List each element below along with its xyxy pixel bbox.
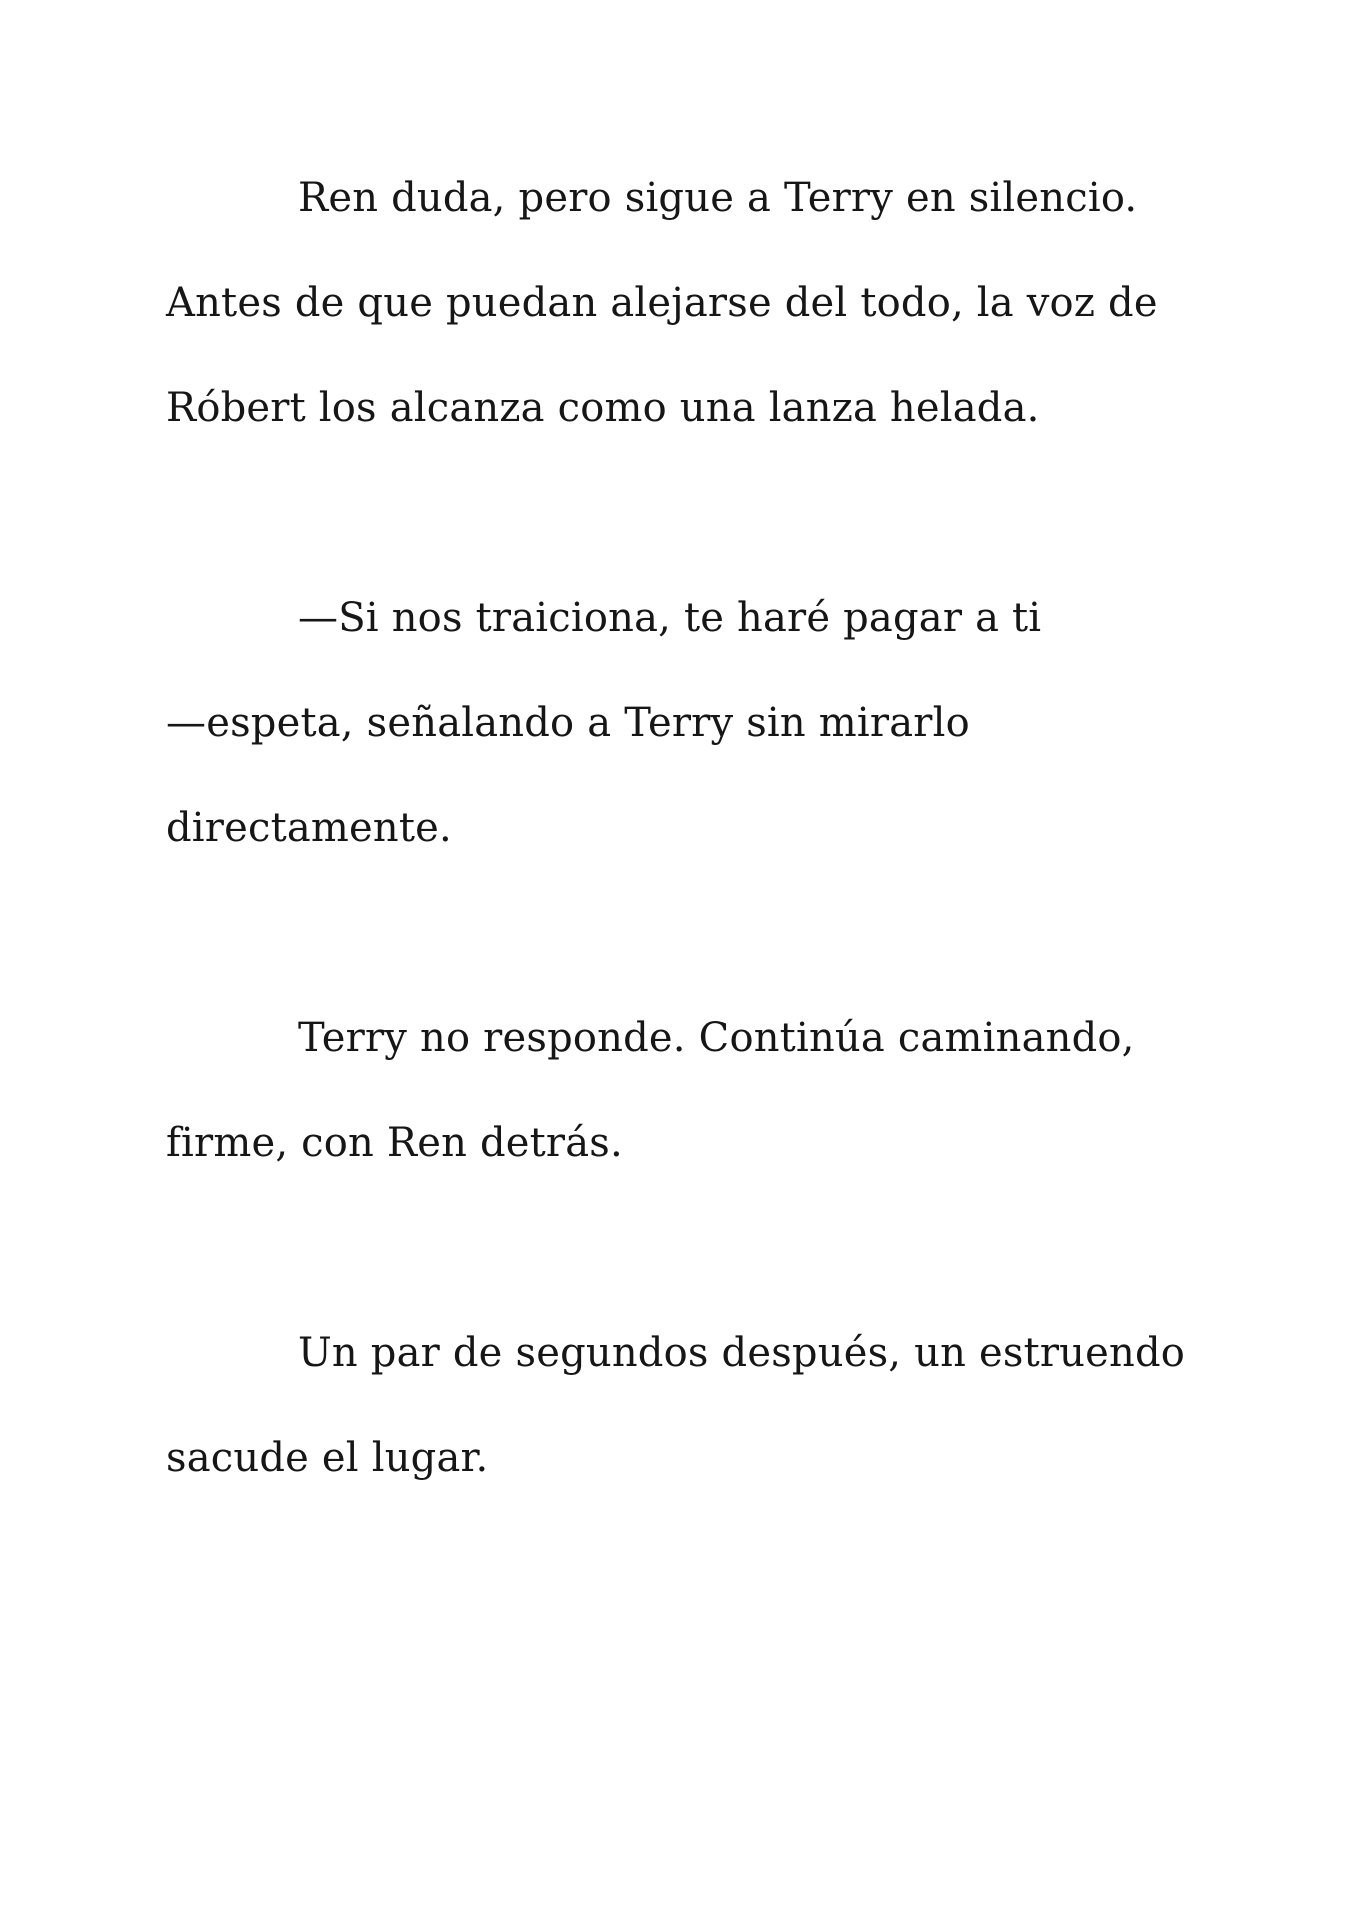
- text-line: Antes de que puedan alejarse del todo, la voz de: [166, 280, 1158, 326]
- text-line: —espeta, señalando a Terry sin mirarlo: [166, 700, 970, 746]
- text-line: Ren duda, pero sigue a Terry en silencio.: [298, 175, 1138, 221]
- text-line: —Si nos traiciona, te haré pagar a ti: [298, 595, 1042, 641]
- text-line: Róbert los alcanza como una lanza helada.: [166, 385, 1040, 431]
- text-line: firme, con Ren detrás.: [166, 1120, 623, 1166]
- text-line: Terry no responde. Continúa caminando,: [298, 1015, 1135, 1061]
- text-line: sacude el lugar.: [166, 1435, 489, 1481]
- text-line: directamente.: [166, 805, 452, 851]
- text-line: Un par de segundos después, un estruendo: [298, 1330, 1186, 1376]
